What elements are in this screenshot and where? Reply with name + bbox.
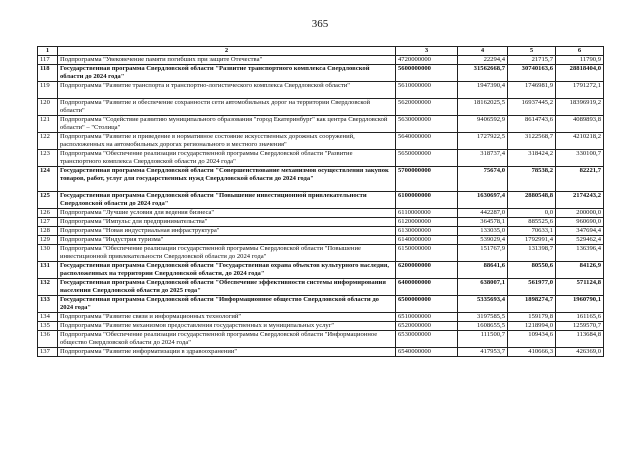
row-code: 6530000000 — [396, 331, 458, 348]
table-body — [38, 56, 604, 357]
row-value-col6: 571124,8 — [556, 279, 604, 296]
row-value-col6: 1791272,1 — [556, 82, 604, 99]
row-value-col6: 4210218,2 — [556, 133, 604, 150]
table-row — [38, 192, 604, 209]
row-name: Государственная программа Свердловской области "Информационное общество Свердловской области до 2024 года" — [58, 296, 396, 313]
row-value-col6: 1259570,7 — [556, 322, 604, 331]
row-number: 123 — [38, 150, 58, 167]
row-code: 6520000000 — [396, 322, 458, 331]
row-value-col5: 30740163,6 — [508, 65, 556, 82]
row-name: Подпрограмма "Лучшие условия для ведения бизнеса" — [58, 209, 396, 218]
header-col-1: 1 — [38, 47, 58, 56]
row-code: 6120000000 — [396, 218, 458, 227]
row-value-col6: 347694,4 — [556, 227, 604, 236]
row-number: 129 — [38, 236, 58, 245]
row-code: 6540000000 — [396, 348, 458, 357]
row-number: 118 — [38, 65, 58, 82]
row-value-col5: 1898274,7 — [508, 296, 556, 313]
row-value-col5: 78538,2 — [508, 167, 556, 192]
row-code: 5600000000 — [396, 65, 458, 82]
header-col-3: 3 — [396, 47, 458, 56]
row-name: Подпрограмма "Увековечение памяти погибших при защите Отечества" — [58, 56, 396, 65]
row-name: Подпрограмма "Обеспечение реализации государственной программы Свердловской области "Повышение инвестиционной привлекательности Свердловской области до 2024 года" — [58, 245, 396, 262]
row-code: 5630000000 — [396, 116, 458, 133]
table-row — [38, 150, 604, 167]
row-value-col6: 84126,9 — [556, 262, 604, 279]
row-name: Подпрограмма "Развитие и обеспечение сохранности сети автомобильных дорог на территории Свердловской области" — [58, 99, 396, 116]
row-value-col6: 11790,9 — [556, 56, 604, 65]
row-number: 121 — [38, 116, 58, 133]
row-value-col6: 4089893,8 — [556, 116, 604, 133]
row-value-col4: 318737,4 — [458, 150, 508, 167]
row-number: 132 — [38, 279, 58, 296]
row-name: Государственная программа Свердловской области "Развитие транспортного комплекса Свердловской области до 2024 года" — [58, 65, 396, 82]
row-value-col6: 960690,0 — [556, 218, 604, 227]
row-code: 6140000000 — [396, 236, 458, 245]
row-value-col4: 417953,7 — [458, 348, 508, 357]
row-code: 6130000000 — [396, 227, 458, 236]
row-number: 134 — [38, 313, 58, 322]
row-name: Подпрограмма "Развитие транспорта и транспортно-логистического комплекса Свердловской области" — [58, 82, 396, 99]
row-value-col6: 161165,6 — [556, 313, 604, 322]
row-value-col4: 3197585,5 — [458, 313, 508, 322]
row-value-col6: 426369,0 — [556, 348, 604, 357]
row-value-col5: 16937445,2 — [508, 99, 556, 116]
row-name: Подпрограмма "Содействие развитию муниципального образования "город Екатеринбург" как центра Свердловской области" – "Столица" — [58, 116, 396, 133]
table-row — [38, 82, 604, 99]
row-value-col5: 80550,6 — [508, 262, 556, 279]
row-number: 127 — [38, 218, 58, 227]
row-code: 5700000000 — [396, 167, 458, 192]
row-value-col6: 1960790,1 — [556, 296, 604, 313]
row-value-col4: 133035,0 — [458, 227, 508, 236]
table-row — [38, 56, 604, 65]
row-value-col5: 109434,6 — [508, 331, 556, 348]
row-number: 133 — [38, 296, 58, 313]
page-number: 365 — [311, 18, 329, 30]
row-value-col5: 1746981,9 — [508, 82, 556, 99]
row-name: Государственная программа Свердловской области "Повышение инвестиционной привлекательности Свердловской области до 2024 года" — [58, 192, 396, 209]
row-value-col6: 330100,7 — [556, 150, 604, 167]
row-value-col5: 159179,8 — [508, 313, 556, 322]
table-row — [38, 116, 604, 133]
table-row — [38, 245, 604, 262]
table-row — [38, 348, 604, 357]
row-value-col5: 318424,2 — [508, 150, 556, 167]
row-value-col6: 529462,4 — [556, 236, 604, 245]
row-name: Подпрограмма "Развитие и приведение в нормативное состояние искусственных дорожных сооружений, расположенных на автомобильных дорогах регионального и местного значения" — [58, 133, 396, 150]
row-code: 5650000000 — [396, 150, 458, 167]
row-value-col4: 5335693,4 — [458, 296, 508, 313]
row-value-col5: 21715,7 — [508, 56, 556, 65]
row-number: 125 — [38, 192, 58, 209]
table-row — [38, 313, 604, 322]
table-row — [38, 331, 604, 348]
row-value-col4: 638007,1 — [458, 279, 508, 296]
table-row — [38, 218, 604, 227]
row-value-col4: 75674,0 — [458, 167, 508, 192]
row-value-col6: 28818404,0 — [556, 65, 604, 82]
row-name: Подпрограмма "Новая индустриальная инфраструктура" — [58, 227, 396, 236]
table-row — [38, 209, 604, 218]
row-number: 120 — [38, 99, 58, 116]
row-name: Подпрограмма "Индустрия туризма" — [58, 236, 396, 245]
row-value-col6: 113684,8 — [556, 331, 604, 348]
row-value-col6: 18396919,2 — [556, 99, 604, 116]
row-code: 5610000000 — [396, 82, 458, 99]
header-col-6: 6 — [556, 47, 604, 56]
row-value-col5: 0,0 — [508, 209, 556, 218]
row-name: Подпрограмма "Развитие механизмов предоставления государственных и муниципальных услуг" — [58, 322, 396, 331]
row-code: 6500000000 — [396, 296, 458, 313]
header-col-2: 2 — [58, 47, 396, 56]
row-value-col6: 2174243,2 — [556, 192, 604, 209]
row-number: 119 — [38, 82, 58, 99]
row-code: 5620000000 — [396, 99, 458, 116]
row-value-col5: 1792991,4 — [508, 236, 556, 245]
row-number: 126 — [38, 209, 58, 218]
row-number: 135 — [38, 322, 58, 331]
row-number: 117 — [38, 56, 58, 65]
row-value-col6: 200000,0 — [556, 209, 604, 218]
row-number: 128 — [38, 227, 58, 236]
row-value-col5: 70633,1 — [508, 227, 556, 236]
row-value-col5: 561977,0 — [508, 279, 556, 296]
header-col-5: 5 — [508, 47, 556, 56]
table-row — [38, 133, 604, 150]
row-value-col4: 111500,7 — [458, 331, 508, 348]
table-row — [38, 262, 604, 279]
table-header — [38, 47, 604, 56]
row-name: Подпрограмма "Обеспечение реализации государственной программы Свердловской области "Развитие транспортного комплекса Свердловской области до 2024 года" — [58, 150, 396, 167]
row-code: 6110000000 — [396, 209, 458, 218]
row-code: 6200000000 — [396, 262, 458, 279]
row-value-col6: 82221,7 — [556, 167, 604, 192]
table-row — [38, 236, 604, 245]
budget-table — [37, 46, 604, 357]
row-value-col4: 1727922,5 — [458, 133, 508, 150]
row-value-col4: 22294,4 — [458, 56, 508, 65]
row-code: 6100000000 — [396, 192, 458, 209]
row-name: Государственная программа Свердловской области "Совершенствование механизмов осуществления закупок товаров, работ, услуг для государственных нужд Свердловской области до 2024 года" — [58, 167, 396, 192]
table-row — [38, 227, 604, 236]
row-name: Государственная программа Свердловской области "Обеспечение эффективности системы информирования населения Свердловской области до 2025 года" — [58, 279, 396, 296]
row-number: 131 — [38, 262, 58, 279]
row-value-col4: 88641,6 — [458, 262, 508, 279]
row-value-col5: 2880548,8 — [508, 192, 556, 209]
row-value-col4: 364578,1 — [458, 218, 508, 227]
row-name: Государственная программа Свердловской области "Государственная охрана объектов культурного наследия, расположенных на территории Свердловской области, до 2024 года" — [58, 262, 396, 279]
table-row — [38, 322, 604, 331]
row-code: 6150000000 — [396, 245, 458, 262]
row-value-col5: 410666,3 — [508, 348, 556, 357]
table-row — [38, 65, 604, 82]
row-value-col6: 136396,4 — [556, 245, 604, 262]
row-number: 136 — [38, 331, 58, 348]
header-col-4: 4 — [458, 47, 508, 56]
row-value-col5: 885525,6 — [508, 218, 556, 227]
row-code: 4720000000 — [396, 56, 458, 65]
row-value-col5: 8614743,6 — [508, 116, 556, 133]
row-value-col4: 539029,4 — [458, 236, 508, 245]
row-number: 130 — [38, 245, 58, 262]
row-value-col5: 131398,7 — [508, 245, 556, 262]
row-number: 124 — [38, 167, 58, 192]
row-code: 6510000000 — [396, 313, 458, 322]
row-name: Подпрограмма "Развитие связи и информационных технологий" — [58, 313, 396, 322]
row-value-col4: 442287,0 — [458, 209, 508, 218]
row-value-col5: 1218994,0 — [508, 322, 556, 331]
table-row — [38, 167, 604, 192]
row-value-col5: 3122568,7 — [508, 133, 556, 150]
row-value-col4: 9406592,9 — [458, 116, 508, 133]
row-number: 122 — [38, 133, 58, 150]
row-value-col4: 1608655,5 — [458, 322, 508, 331]
table-row — [38, 296, 604, 313]
row-value-col4: 1630697,4 — [458, 192, 508, 209]
row-value-col4: 18162025,5 — [458, 99, 508, 116]
row-name: Подпрограмма "Развитие информатизации в здравоохранении" — [58, 348, 396, 357]
table-row — [38, 279, 604, 296]
table-row — [38, 99, 604, 116]
row-code: 6400000000 — [396, 279, 458, 296]
row-number: 137 — [38, 348, 58, 357]
row-code: 5640000000 — [396, 133, 458, 150]
row-value-col4: 151767,9 — [458, 245, 508, 262]
row-name: Подпрограмма "Импульс для предпринимательства" — [58, 218, 396, 227]
row-value-col4: 31562668,7 — [458, 65, 508, 82]
row-value-col4: 1947390,4 — [458, 82, 508, 99]
row-name: Подпрограмма "Обеспечение реализации государственной программы Свердловской области "Информационное общество Свердловской области до 2024 года" — [58, 331, 396, 348]
